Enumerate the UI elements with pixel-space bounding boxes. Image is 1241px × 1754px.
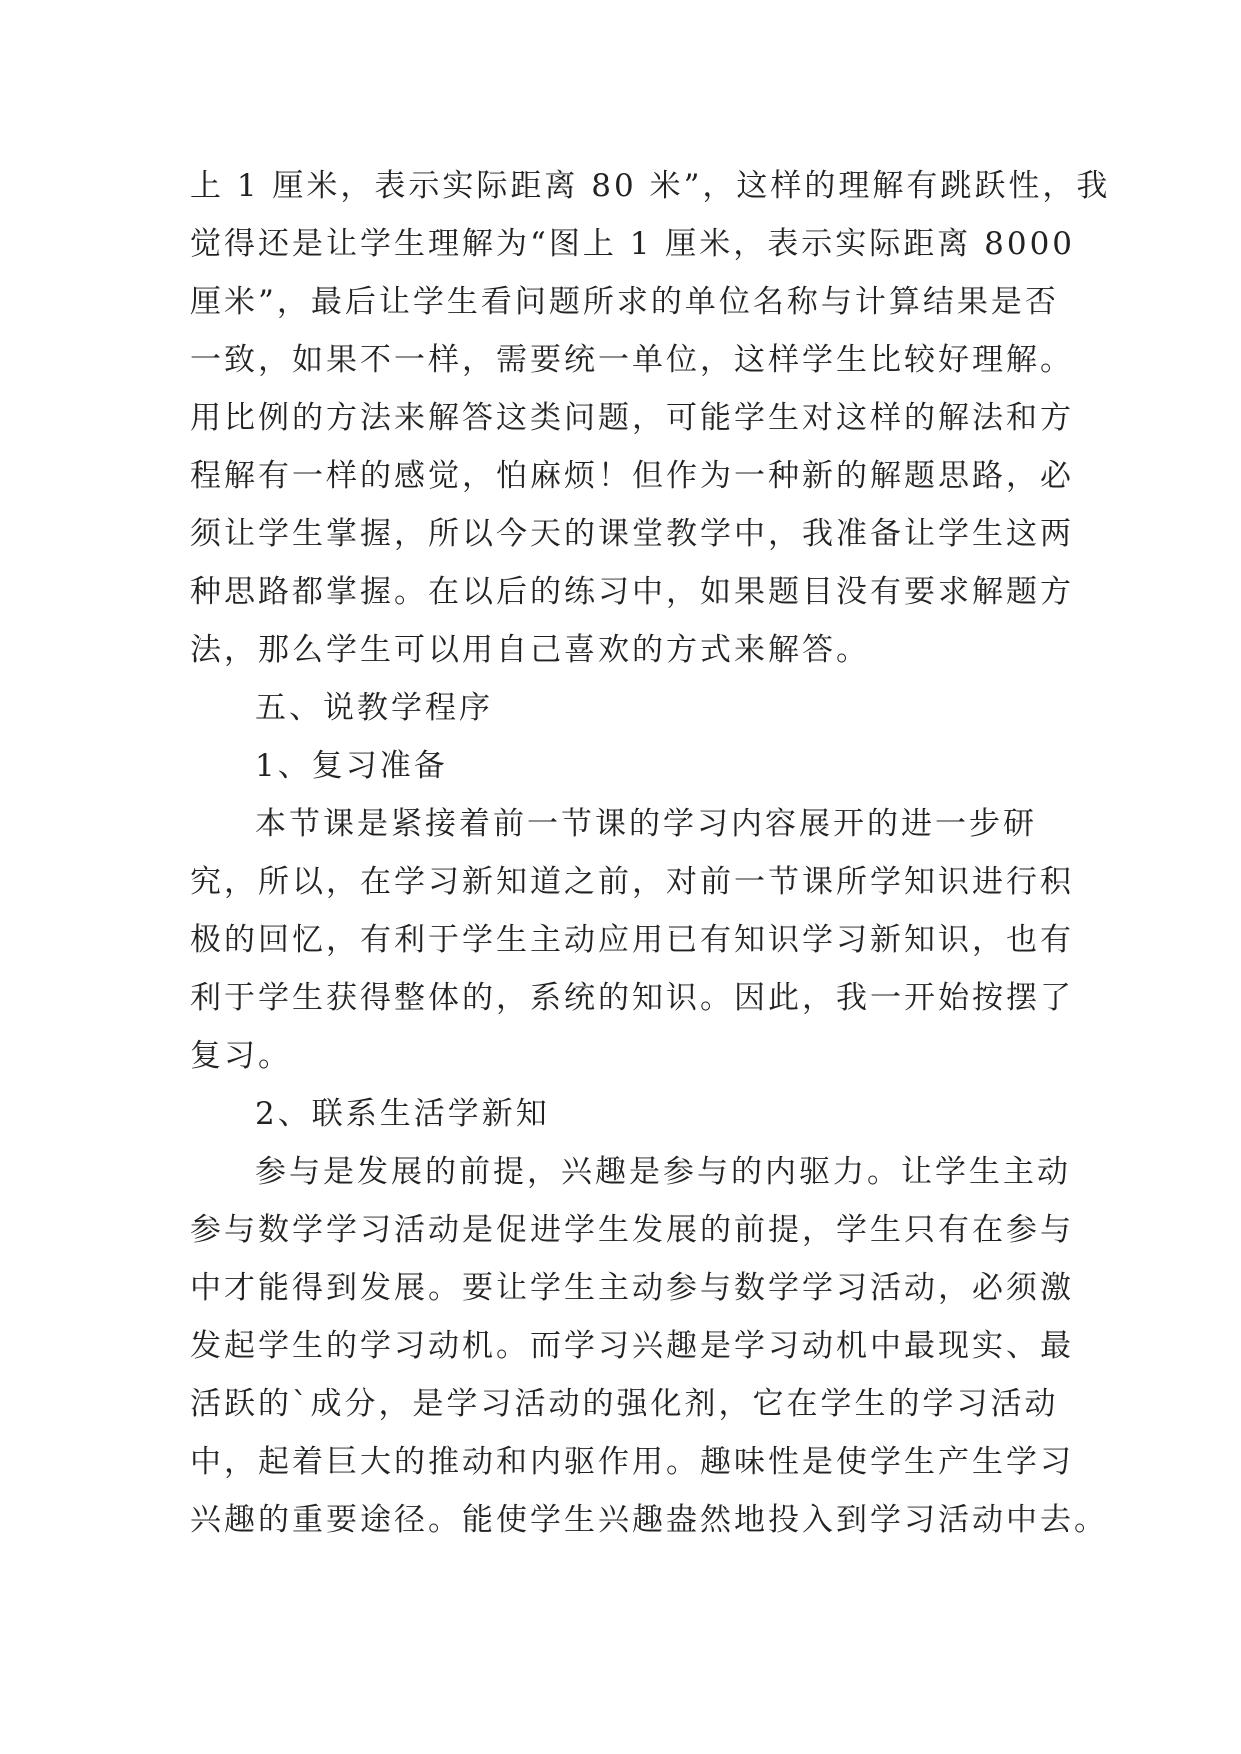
text-line: 发起学生的学习动机。而学习兴趣是学习动机中最现实、最 [190, 1328, 1074, 1364]
subsection-heading: 2、联系生活学新知 [255, 1096, 550, 1132]
text-line: 上 1 厘米，表示实际距离 80 米”，这样的理解有跳跃性，我 [190, 168, 1111, 204]
text-line: 极的回忆，有利于学生主动应用已有知识学习新知识，也有 [190, 922, 1074, 958]
paragraph-first-line: 本节课是紧接着前一节课的学习内容展开的进一步研 [255, 806, 1037, 842]
text-line: 兴趣的重要途径。能使学生兴趣盎然地投入到学习活动中去。 [190, 1502, 1108, 1538]
text-line: 厘米”，最后让学生看问题所求的单位名称与计算结果是否 [190, 284, 1059, 320]
text-line: 中才能得到发展。要让学生主动参与数学学习活动，必须激 [190, 1270, 1074, 1306]
text-line: 须让学生掌握，所以今天的课堂教学中，我准备让学生这两 [190, 516, 1074, 552]
text-line: 活跃的`成分，是学习活动的强化剂，它在学生的学习活动 [190, 1386, 1059, 1422]
text-line: 中，起着巨大的推动和内驱作用。趣味性是使学生产生学习 [190, 1444, 1074, 1480]
text-line: 用比例的方法来解答这类问题，可能学生对这样的解法和方 [190, 400, 1074, 436]
text-line: 参与数学学习活动是促进学生发展的前提，学生只有在参与 [190, 1212, 1074, 1248]
text-line: 复习。 [190, 1038, 292, 1074]
text-line: 一致，如果不一样，需要统一单位，这样学生比较好理解。 [190, 342, 1074, 378]
paragraph-first-line: 参与是发展的前提，兴趣是参与的内驱力。让学生主动 [255, 1154, 1071, 1190]
section-heading: 五、说教学程序 [255, 690, 493, 726]
subsection-heading: 1、复习准备 [255, 748, 448, 784]
text-line: 觉得还是让学生理解为“图上 1 厘米，表示实际距离 8000 [190, 226, 1076, 262]
text-line: 利于学生获得整体的，系统的知识。因此，我一开始按摆了 [190, 980, 1074, 1016]
text-line: 程解有一样的感觉，怕麻烦！但作为一种新的解题思路，必 [190, 458, 1074, 494]
text-line: 法，那么学生可以用自己喜欢的方式来解答。 [190, 632, 870, 668]
text-line: 种思路都掌握。在以后的练习中，如果题目没有要求解题方 [190, 574, 1074, 610]
text-line: 究，所以，在学习新知道之前，对前一节课所学知识进行积 [190, 864, 1074, 900]
